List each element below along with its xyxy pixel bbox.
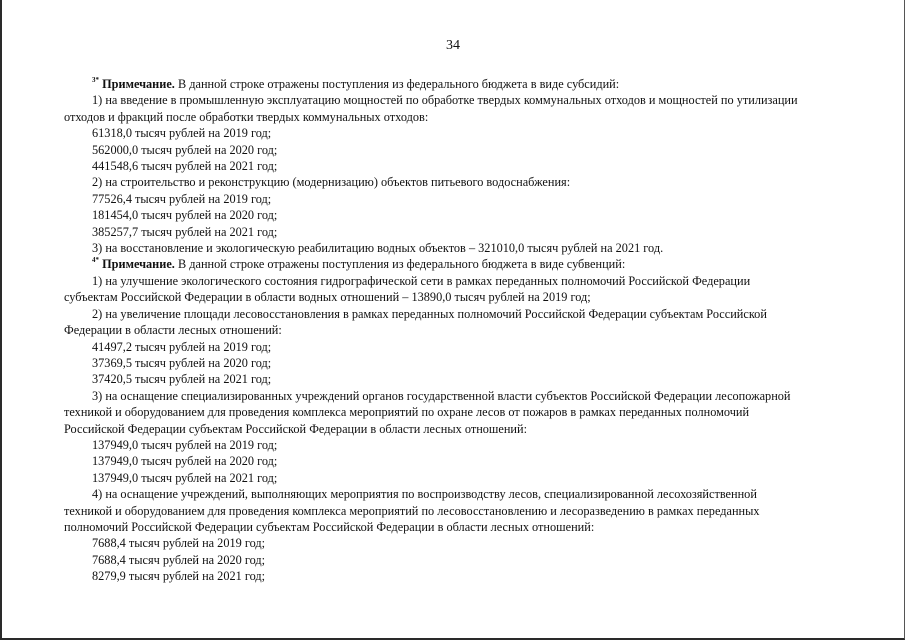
- paragraph-line: 2) на увеличение площади лесовосстановления в рамках переданных полномочий Российской Федерации субъектам Российской: [92, 306, 767, 321]
- paragraph-line: субъектам Российской Федерации в области водных отношений – 13890,0 тысяч рублей на 2019 год;: [64, 290, 591, 305]
- amount-line: 137949,0 тысяч рублей на 2021 год;: [92, 470, 278, 485]
- note-intro-text: В данной строке отражены поступления из федерального бюджета в виде субсидий:: [177, 77, 620, 91]
- paragraph-line: 1) на введение в промышленную эксплуатацию мощностей по обработке твердых коммунальных отходов и мощностей по утилизации: [92, 93, 798, 108]
- document-body: [64, 76, 842, 585]
- amount-line: 8279,9 тысяч рублей на 2021 год;: [92, 569, 266, 584]
- paragraph-line: отходов и фракций после обработки твердых коммунальных отходов:: [64, 109, 429, 124]
- amount-line: 7688,4 тысяч рублей на 2020 год;: [92, 552, 266, 567]
- amount-line: 137949,0 тысяч рублей на 2019 год;: [92, 437, 278, 452]
- paragraph-line: 3) на восстановление и экологическую реабилитацию водных объектов – 321010,0 тысяч рублей на 2021 год.: [92, 241, 664, 256]
- page-number: 34: [446, 38, 460, 53]
- amount-line: 181454,0 тысяч рублей на 2020 год;: [92, 208, 278, 223]
- amount-line: 41497,2 тысяч рублей на 2019 год;: [92, 339, 272, 354]
- amount-line: 7688,4 тысяч рублей на 2019 год;: [92, 536, 266, 551]
- amount-line: 562000,0 тысяч рублей на 2020 год;: [92, 142, 278, 157]
- footnote-marker: 4*: [92, 256, 99, 265]
- paragraph-line: 4) на оснащение учреждений, выполняющих мероприятия по воспроизводству лесов, специализированной лесохозяйственной: [92, 487, 757, 502]
- note-intro-text: В данной строке отражены поступления из федерального бюджета в виде субвенций:: [177, 257, 626, 272]
- amount-line: 441548,6 тысяч рублей на 2021 год;: [92, 159, 278, 174]
- amount-line: 77526,4 тысяч рублей на 2019 год;: [92, 191, 272, 206]
- paragraph-line: 1) на улучшение экологического состояния гидрографической сети в рамках переданных полномочий Российской Федерации: [92, 273, 751, 288]
- paragraph-line: полномочий Российской Федерации субъектам Российской Федерации в области лесных отношений:: [64, 519, 595, 534]
- amount-line: 37369,5 тысяч рублей на 2020 год;: [92, 355, 272, 370]
- amount-line: 137949,0 тысяч рублей на 2020 год;: [92, 454, 278, 469]
- paragraph-line: техникой и оборудованием для проведения комплекса мероприятий по лесовосстановлению и лесоразведению в рамках переданных: [64, 503, 760, 518]
- amount-line: 37420,5 тысяч рублей на 2021 год;: [92, 372, 272, 387]
- paragraph-line: 2) на строительство и реконструкцию (модернизацию) объектов питьевого водоснабжения:: [92, 175, 571, 190]
- paragraph-line: техникой и оборудованием для проведения комплекса мероприятий по охране лесов от пожаров в рамках переданных полномочий: [64, 405, 750, 420]
- paragraph-line: Федерации в области лесных отношений:: [64, 323, 282, 338]
- footnote-marker: 3*: [92, 76, 99, 84]
- note-4-intro: [64, 256, 842, 272]
- note-3-intro: [64, 76, 842, 92]
- note-label: Примечание.: [102, 257, 175, 272]
- paragraph-line: Российской Федерации субъектам Российской Федерации в области лесных отношений:: [64, 421, 528, 436]
- amount-line: 61318,0 тысяч рублей на 2019 год;: [92, 126, 272, 141]
- note-label: Примечание.: [102, 77, 175, 91]
- paragraph-line: 3) на оснащение специализированных учреждений органов государственной власти субъектов Российской Федерации лесопожарной: [92, 388, 791, 403]
- amount-line: 385257,7 тысяч рублей на 2021 год;: [92, 224, 278, 239]
